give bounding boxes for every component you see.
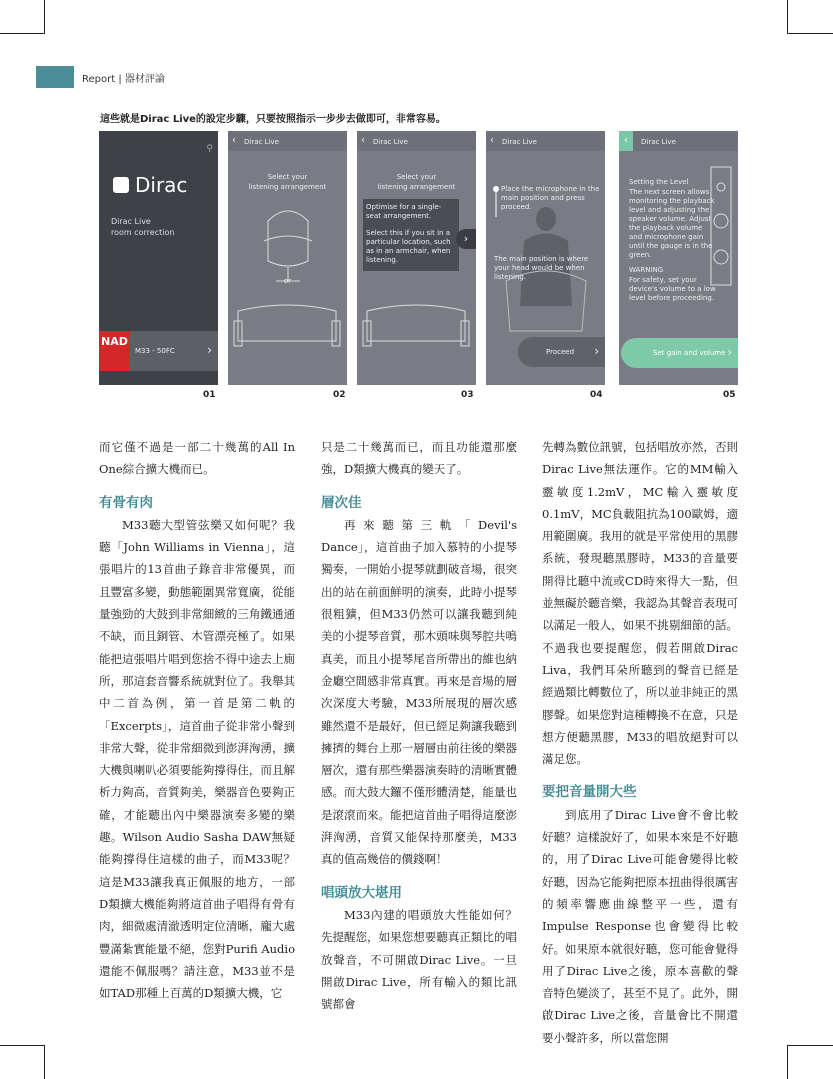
screen-title-1: Select your bbox=[267, 173, 308, 181]
level-body: The next screen allows monitoring the playback level and adjusting the speaker volume. Adjust the playback volume and microphone gain until the gauge is in the green. bbox=[629, 188, 715, 259]
back-icon[interactable]: ‹ bbox=[490, 135, 494, 146]
app-subtitle-2: room correction bbox=[111, 228, 175, 237]
device-name: M33 - 50FC bbox=[135, 347, 175, 355]
section-label: Report | 器材評論 bbox=[82, 74, 165, 85]
screenshot-number: 01 bbox=[203, 390, 216, 400]
app-subtitle-1: Dirac Live bbox=[111, 217, 151, 226]
screenshot-4 bbox=[486, 131, 605, 385]
body-paragraph: M33聽大型管弦樂又如何呢？我聽「John Williams in Vienna」，這張唱片的13首曲子錄音非常優異，而且豐富多變，動態範圍異常寬廣，從能量強勁的大鼓到非常細緻的三角鐵通通不缺，而且銅管、木管漂亮極了。如果能把這張唱片唱到您捨不得中途去上廁所，那這套音響系統就對位了。我舉其中二首為例，第一首是第二軌的「Excerpts」，這首曲子從非常小聲到非常大聲，從非常細微到澎湃洶湧，擴大機與喇叭必須要能夠撐得住，而且解析力夠高，音質夠美，樂器音色要夠正確，才能聽出內中樂器演奏多變的樂趣。Wilson Audio Sasha DAW無疑能夠撐得住這樣的曲子，而M33呢？這是M33讓我真正佩服的地方，一部D類擴大機能夠將這首曲子唱得有骨有肉，細微處清澈透明定位清晰，龐大處豐滿紮實能量不絕，您對Purifi Audio還能不佩服嗎？請注意，M33並不是如TAD那種上百萬的D類擴大機，它 bbox=[99, 517, 295, 1001]
body-paragraph: 只是二十幾萬而已，而且功能還那麼強，D類擴大機真的變天了。 bbox=[321, 440, 517, 477]
paragraph-gap bbox=[321, 481, 517, 492]
app-title: Dirac Live bbox=[502, 138, 537, 146]
user-icon: ⚲ bbox=[206, 144, 213, 154]
crop-mark bbox=[0, 1045, 44, 1046]
body-paragraph: 到底用了Dirac Live會不會比較好聽？這樣說好了，如果本來是不好聽的，用了Dirac Live可能會變得比較好聽，因為它能夠把原本扭曲得很厲害的頻率響應曲線整平一些，還有Impulse Response也會變得比較好。如果原本就很好聽，您可能會覺得用了Dirac Live之後，原本喜歡的聲音特色變淡了，甚至不見了。此外，開啟Dirac Live之後，音量會比不開還要小聲許多，所以當您開 bbox=[542, 807, 738, 1045]
device-bar[interactable] bbox=[99, 331, 218, 371]
paragraph-gap bbox=[542, 770, 738, 781]
body-paragraph: M33內建的唱頭放大性能如何？先提醒您，如果您想要聽真正類比的唱放聲音，不可開啟Dirac Live。一旦開啟Dirac Live，所有輸入的類比訊號都會 bbox=[321, 907, 517, 1012]
body-paragraph: 再來聽第三軌「Devil's Dance」，這首曲子加入慕特的小提琴獨奏，一開始小提琴就劃破音場，很突出的站在前面鮮明的演奏，此時小提琴很粗獷，但M33仍然可以讓我聽到純美的小提琴音質，那木頭味與琴腔共鳴真美，而且小提琴尾音所帶出的維也納金廳空間感非常真實。再來是音場的層次深度大考驗，M33所展現的層次感雖然還不是最好，但已經足夠讓我聽到擁擠的舞台上那一層層由前往後的樂器層次，還有那些樂器演奏時的清晰實體感。而大鼓大鑼不僅形體清楚，能量也是滾滾而來。能把這首曲子唱得這麼澎湃洶湧，音質又能保持那麼美，M33真的值高幾倍的價錢啊！ bbox=[321, 517, 517, 867]
article-column-1 bbox=[99, 436, 295, 1004]
screenshot-number: 05 bbox=[723, 390, 736, 400]
crop-mark bbox=[0, 33, 44, 34]
or-label: or bbox=[283, 277, 292, 285]
sofa-icon[interactable] bbox=[228, 131, 347, 385]
back-icon[interactable]: ‹ bbox=[232, 135, 236, 146]
tooltip-line-1: Optimise for a single-seat arrangement. bbox=[366, 203, 442, 220]
chevron-right-icon: › bbox=[727, 345, 732, 359]
screenshot-3 bbox=[357, 131, 476, 385]
dirac-logo-icon bbox=[113, 177, 129, 193]
proceed-label: Proceed bbox=[546, 348, 575, 356]
position-note: The main position is where your head would be when listening. bbox=[494, 255, 589, 281]
set-gain-button[interactable] bbox=[621, 338, 738, 368]
app-title: Dirac Live bbox=[244, 138, 279, 146]
screen-title-2: listening arrangement bbox=[248, 183, 327, 191]
article-column-2 bbox=[321, 436, 517, 1015]
back-icon[interactable]: ‹ bbox=[361, 135, 365, 146]
intro-caption: 這些就是Dirac Live的設定步驟，只要按照指示一步步去做即可，非常容易。 bbox=[100, 114, 446, 125]
level-heading: Setting the Level bbox=[629, 178, 689, 186]
section-tab bbox=[36, 66, 74, 88]
next-button[interactable]: › bbox=[456, 229, 476, 249]
section-heading: 有骨有肉 bbox=[99, 494, 153, 511]
screenshot-number: 04 bbox=[590, 390, 603, 400]
chevron-right-icon: › bbox=[594, 344, 599, 358]
section-heading: 唱頭放大堪用 bbox=[321, 884, 402, 901]
crop-mark bbox=[788, 1045, 833, 1046]
crop-mark bbox=[787, 0, 788, 34]
nad-badge: NAD bbox=[99, 331, 130, 371]
set-gain-label: Set gain and volume bbox=[653, 349, 726, 357]
sofa-icon[interactable] bbox=[357, 131, 476, 385]
back-icon[interactable]: ‹ bbox=[619, 131, 633, 151]
paragraph-gap bbox=[99, 481, 295, 492]
section-heading: 層次佳 bbox=[321, 494, 362, 511]
crop-mark bbox=[44, 1045, 45, 1079]
screenshot-1 bbox=[99, 131, 218, 385]
body-paragraph: 先轉為數位訊號，包括唱放亦然，否則Dirac Live無法運作。它的MM輸入靈敏度1.2mV，MC輸入靈敏度0.1mV，MC負載阻抗為100歐姆，適用範圍廣。我用的就是平常使用的黑膠系統，發現聽黑膠時，M33的音量要開得比聽中流或CD時來得大一點，但並無礙於聽音樂，我認為其聲音表現可以滿足一般人，如果不挑剔細節的話。不過我也要提醒您，假若開啟Dirac Liva，我們耳朵所聽到的聲音已經是經過類比轉數位了，所以並非純正的黑膠聲。如果您對這種轉換不在意，只是想方便聽黑膠，M33的唱放絕對可以滿足您。 bbox=[542, 440, 738, 767]
crop-mark bbox=[44, 0, 45, 34]
dirac-brand: Dirac bbox=[135, 173, 188, 197]
screenshot-number: 03 bbox=[461, 390, 474, 400]
app-title: Dirac Live bbox=[641, 138, 676, 146]
body-paragraph: 而它僅不過是一部二十幾萬的All In One綜合擴大機而已。 bbox=[99, 440, 295, 477]
screenshot-number: 02 bbox=[333, 390, 346, 400]
section-heading: 要把音量開大些 bbox=[542, 784, 637, 801]
app-title: Dirac Live bbox=[373, 138, 408, 146]
paragraph-gap bbox=[321, 871, 517, 882]
instruction-text: Place the microphone in the main position and press proceed. bbox=[501, 185, 600, 211]
warning-body: For safety, set your device's volume to a low level before proceeding. bbox=[629, 276, 716, 302]
warning-title: WARNING bbox=[629, 266, 664, 274]
article-column-3 bbox=[542, 436, 738, 1049]
chevron-right-icon: › bbox=[207, 343, 212, 357]
screen-title-1: Select your bbox=[396, 173, 437, 181]
screen-title-2: listening arrangement bbox=[377, 183, 456, 191]
crop-mark bbox=[788, 33, 833, 34]
screenshot-2 bbox=[228, 131, 347, 385]
screenshot-5 bbox=[619, 131, 738, 385]
proceed-button[interactable] bbox=[518, 337, 605, 367]
crop-mark bbox=[787, 1045, 788, 1079]
tooltip-line-2: Select this if you sit in a particular location, such as in an armchair, when listening. bbox=[366, 229, 451, 264]
